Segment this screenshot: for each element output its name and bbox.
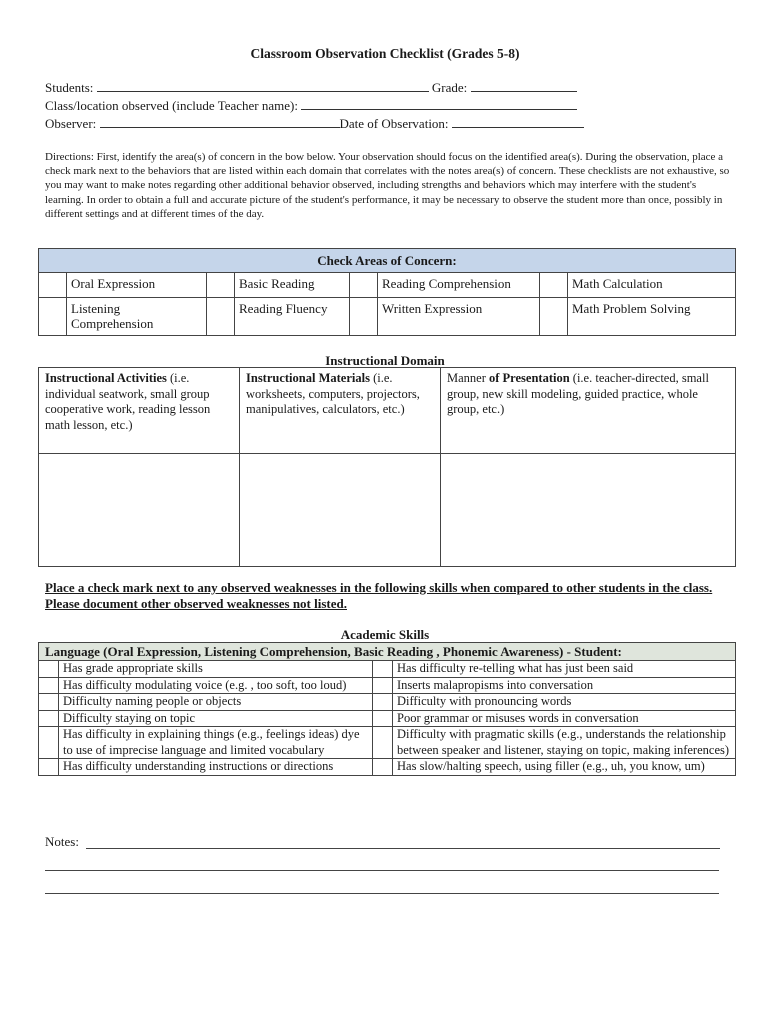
materials-text: (i.e. worksheets, computers, projectors, manipulatives, calculators, etc.) <box>246 371 420 416</box>
observer-field[interactable] <box>100 115 340 128</box>
language-header: Language (Oral Expression, Listening Comprehension, Basic Reading , Phonemic Awareness) - Student: <box>39 643 736 661</box>
class-row <box>45 97 577 114</box>
checkbox[interactable] <box>350 273 378 298</box>
presentation-text: (i.e. teacher-directed, small group, new skill modeling, guided practice, whole group, etc.) <box>447 371 709 416</box>
grade-label: Grade: <box>431 80 468 95</box>
notes-line[interactable] <box>45 893 719 894</box>
skill-item: Inserts malapropisms into conversation <box>393 677 736 694</box>
skill-item: Difficulty with pragmatic skills (e.g., understands the relationship between speaker and listener, staying on topic, making inferences) <box>393 727 736 759</box>
instructional-domain-table <box>38 367 736 567</box>
presentation-heading: of Presentation <box>489 371 570 385</box>
skill-item: Has grade appropriate skills <box>59 661 373 678</box>
checkbox[interactable] <box>39 694 59 711</box>
activities-heading: Instructional Activities <box>45 371 167 385</box>
students-field[interactable] <box>97 79 429 92</box>
checkbox[interactable] <box>207 298 235 336</box>
notes-line[interactable] <box>45 870 719 871</box>
checkbox[interactable] <box>39 677 59 694</box>
observer-label: Observer: <box>45 116 97 131</box>
concern-label: Reading Fluency <box>235 298 350 336</box>
skill-item: Has difficulty modulating voice (e.g. , too soft, too loud) <box>59 677 373 694</box>
checkbox[interactable] <box>39 727 59 759</box>
skill-item: Poor grammar or misuses words in conversation <box>393 710 736 727</box>
checkbox[interactable] <box>39 273 67 298</box>
class-label: Class/location observed (include Teacher name): <box>45 98 298 113</box>
notes-line[interactable] <box>86 848 720 849</box>
areas-of-concern-table <box>38 248 736 336</box>
activities-notes-area[interactable] <box>39 454 240 567</box>
instructional-materials-cell <box>240 368 441 454</box>
concern-label: Basic Reading <box>235 273 350 298</box>
concern-label: Math Calculation <box>568 273 736 298</box>
check-instruction: Place a check mark next to any observed weaknesses in the following skills when compared to other students in the class. Please document other observed weaknesses not listed. <box>45 580 713 611</box>
academic-skills-table <box>38 642 736 776</box>
checkbox[interactable] <box>350 298 378 336</box>
checkbox[interactable] <box>373 677 393 694</box>
date-field[interactable] <box>452 115 584 128</box>
concern-label: Oral Expression <box>67 273 207 298</box>
checkbox[interactable] <box>373 694 393 711</box>
checkbox[interactable] <box>39 759 59 776</box>
checkbox[interactable] <box>373 710 393 727</box>
skill-item: Difficulty staying on topic <box>59 710 373 727</box>
checkbox[interactable] <box>540 273 568 298</box>
concern-label: Math Problem Solving <box>568 298 736 336</box>
checkbox[interactable] <box>540 298 568 336</box>
instructional-domain-title: Instructional Domain <box>325 353 445 368</box>
concern-label: Reading Comprehension <box>378 273 540 298</box>
concern-header: Check Areas of Concern: <box>39 249 736 273</box>
page-title: Classroom Observation Checklist (Grades 5-8) <box>250 46 520 61</box>
skill-item: Has difficulty understanding instructions or directions <box>59 759 373 776</box>
checkbox[interactable] <box>207 273 235 298</box>
skill-item: Difficulty naming people or objects <box>59 694 373 711</box>
directions-text: Directions: First, identify the area(s) of concern in the bow below. Your observation should focus on the identified area(s). During the observation, place a check mark next to the behaviors that are listed within each domain that correlates with the notes area(s) of concern. These checklists are not exhaustive, so you may want to make notes regarding other additional behavior observed, including strengths and behaviors which may interfere with the student's learning. In order to obtain a full and accurate picture of the student's performance, it may be necessary to observe the student more than once, possibly in different settings and at different times of the day. <box>45 151 730 220</box>
presentation-cell <box>441 368 736 454</box>
notes-label: Notes: <box>45 834 79 849</box>
skill-item: Has slow/halting speech, using filler (e.g., uh, you know, um) <box>393 759 736 776</box>
class-field[interactable] <box>301 97 577 110</box>
checkbox[interactable] <box>39 710 59 727</box>
students-row <box>45 79 577 96</box>
presentation-notes-area[interactable] <box>441 454 736 567</box>
academic-skills-title: Academic Skills <box>340 627 430 642</box>
presentation-pre: Manner <box>447 371 489 385</box>
checkbox[interactable] <box>373 759 393 776</box>
observer-row <box>45 115 584 132</box>
skill-item: Has difficulty re-telling what has just been said <box>393 661 736 678</box>
students-label: Students: <box>45 80 94 95</box>
skill-item: Has difficulty in explaining things (e.g., feelings ideas) dye to use of imprecise language and limited vocabulary <box>59 727 373 759</box>
grade-field[interactable] <box>471 79 577 92</box>
checkbox[interactable] <box>39 298 67 336</box>
materials-notes-area[interactable] <box>240 454 441 567</box>
instructional-activities-cell <box>39 368 240 454</box>
checkbox[interactable] <box>373 661 393 678</box>
checkbox[interactable] <box>373 727 393 759</box>
concern-label: Written Expression <box>378 298 540 336</box>
concern-label: Listening Comprehension <box>67 298 207 336</box>
date-label: Date of Observation: <box>339 116 449 131</box>
materials-heading: Instructional Materials <box>246 371 370 385</box>
checkbox[interactable] <box>39 661 59 678</box>
activities-text: (i.e. individual seatwork, small group cooperative work, reading lesson math lesson, etc.) <box>45 371 211 432</box>
skill-item: Difficulty with pronouncing words <box>393 694 736 711</box>
